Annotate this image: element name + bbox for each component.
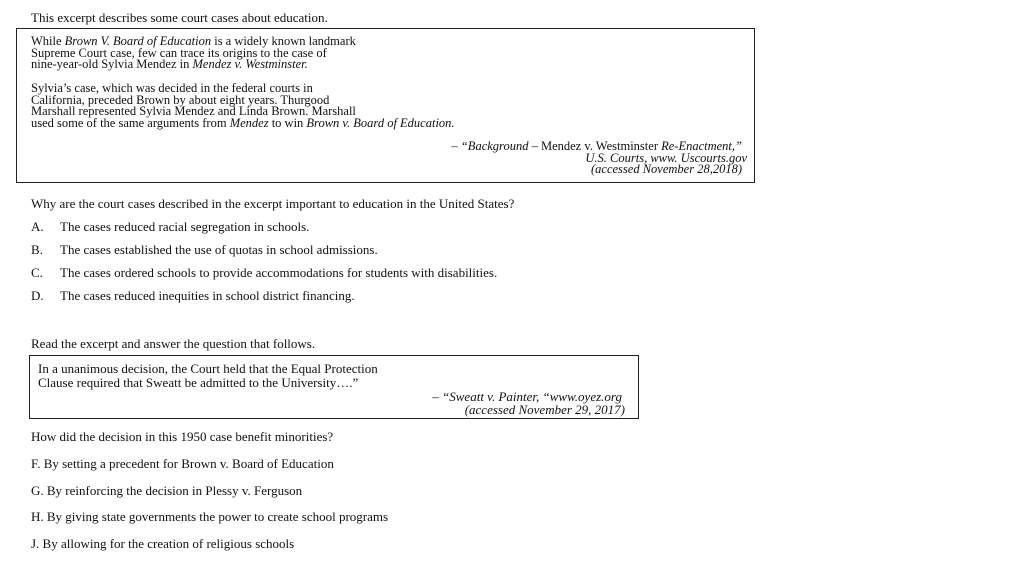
passage1-p2-line4: used some of the same arguments from Mendez to win Brown v. Board of Education. (31, 115, 455, 130)
passage1-p2-line3: Marshall represented Sylvia Mendez and Linda Brown. Marshall (31, 104, 356, 119)
passage1-citation-line3: (accessed November 28,2018) (591, 162, 742, 177)
passage1-box (16, 28, 755, 183)
passage2-citation-line1: – “Sweatt v. Painter, “www.oyez.org (432, 389, 622, 404)
passage1-intro: This excerpt describes some court cases about education. (31, 10, 328, 25)
passage2-intro: Read the excerpt and answer the question that follows. (31, 336, 316, 351)
passage1-citation-line2: U.S. Courts, www. Uscourts.gov (585, 150, 747, 165)
question2-option-h[interactable]: H. By giving state governments the power to create school programs (31, 509, 389, 524)
question1-option-b[interactable]: B. The cases established the use of quotas in school admissions. (31, 242, 378, 257)
passage1-p1-line1: While Brown V. Board of Education is a widely known landmark (31, 34, 356, 48)
question1-option-a[interactable]: A. The cases reduced racial segregation in schools. (31, 219, 310, 234)
passage1-p1-line2: Supreme Court case, few can trace its origins to the case of (31, 45, 327, 60)
question1-stem: Why are the court cases described in the excerpt important to education in the United States? (31, 196, 515, 211)
passage2-line2: Clause required that Sweatt be admitted to the University….” (38, 375, 359, 390)
question2-option-f[interactable]: F. By setting a precedent for Brown v. Board of Education (31, 456, 334, 471)
question1-option-c[interactable]: C. The cases ordered schools to provide accommodations for students with disabilities. (31, 265, 498, 280)
passage1-p1-line3: nine-year-old Sylvia Mendez in Mendez v. Westminster. (31, 57, 308, 72)
passage1-p2-line1: Sylvia’s case, which was decided in the federal courts in (31, 81, 313, 95)
passage2-line1: In a unanimous decision, the Court held that the Equal Protection (38, 361, 378, 376)
passage1-citation-line1: – “Background – Mendez v. Westminster Re-Enactment,” (451, 139, 742, 153)
question2-option-g[interactable]: G. By reinforcing the decision in Plessy v. Ferguson (31, 483, 303, 498)
passage2-box (29, 355, 639, 419)
question2-option-j[interactable]: J. By allowing for the creation of religious schools (31, 536, 295, 551)
passage1-p2-line2: California, preceded Brown by about eight years. Thurgood (31, 92, 330, 107)
passage2-citation-line2: (accessed November 29, 2017) (464, 402, 625, 417)
question1-option-d[interactable]: D. The cases reduced inequities in school district financing. (31, 288, 355, 303)
question2-stem: How did the decision in this 1950 case benefit minorities? (31, 429, 334, 444)
